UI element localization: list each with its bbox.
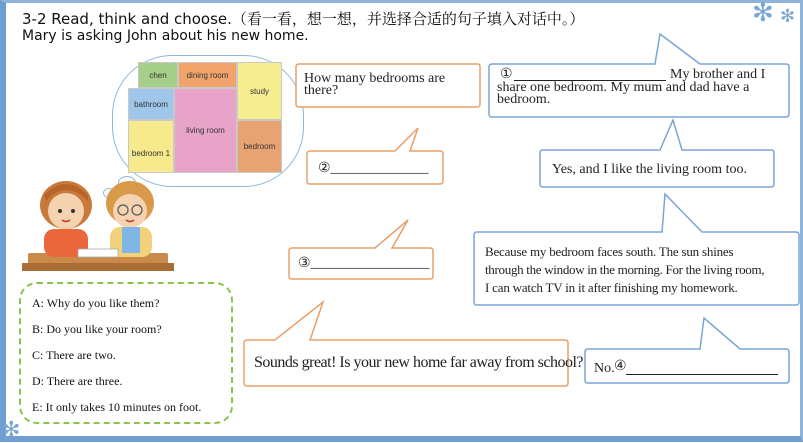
bubble-4-line2: share one bedroom. My mum and dad have a (497, 80, 750, 95)
snowflake-icon: ✻ (752, 0, 774, 28)
bubble-4-line1-rest: My brother and I (670, 67, 766, 82)
room-study: study (237, 62, 282, 120)
snowflake-icon: ✻ (2, 418, 21, 443)
bubble-1-line1: How many bedrooms are (304, 71, 446, 86)
bubble-5-text: Yes, and I like the living room too. (552, 162, 747, 177)
bubble-4-line3: bedroom. (497, 92, 551, 107)
option-a: A: Why do you like them? (32, 296, 160, 310)
option-e: E: It only takes 10 minutes on foot. (32, 400, 202, 414)
room-bedroom1: bedroom 1 (128, 120, 174, 173)
option-c: C: There are two. (32, 348, 116, 362)
option-d: D: There are three. (32, 374, 123, 388)
bubble-2-blank[interactable]: ②______________ (318, 161, 429, 176)
bubble-1-line2: there? (304, 83, 339, 98)
snowflake-icon: ✻ (780, 6, 796, 27)
bubble-4-number: ① (500, 67, 513, 82)
option-b: B: Do you like your room? (32, 322, 162, 336)
bubble-3-blank[interactable]: ③_________________ (298, 256, 430, 271)
room-dining: dining room (178, 62, 237, 88)
room-bathroom: bathroom (128, 88, 174, 120)
exercise-subtitle: Mary is asking John about his new home. (22, 28, 309, 44)
room-kitchen: chen (138, 62, 178, 88)
bubble-6-line2: through the window in the morning. For the living room, (485, 262, 765, 277)
bubble-6-line3: I can watch TV in it after finishing my homework. (485, 280, 738, 295)
room-living: living room (174, 88, 237, 173)
room-bedroom2: bedroom (237, 120, 282, 173)
bubble-6-line1: Because my bedroom faces south. The sun shines (485, 244, 734, 259)
bubble-8-blank-line[interactable] (626, 374, 778, 375)
bubble-8-number: ④ (614, 359, 627, 374)
bubble-7-text: Sounds great! Is your new home far away from school? (254, 354, 584, 371)
bubble-8-prefix: No. (594, 361, 615, 376)
exercise-title: 3-2 Read, think and choose.（看一看，想一想，并选择合适的句子填入对话中。） (22, 10, 585, 28)
